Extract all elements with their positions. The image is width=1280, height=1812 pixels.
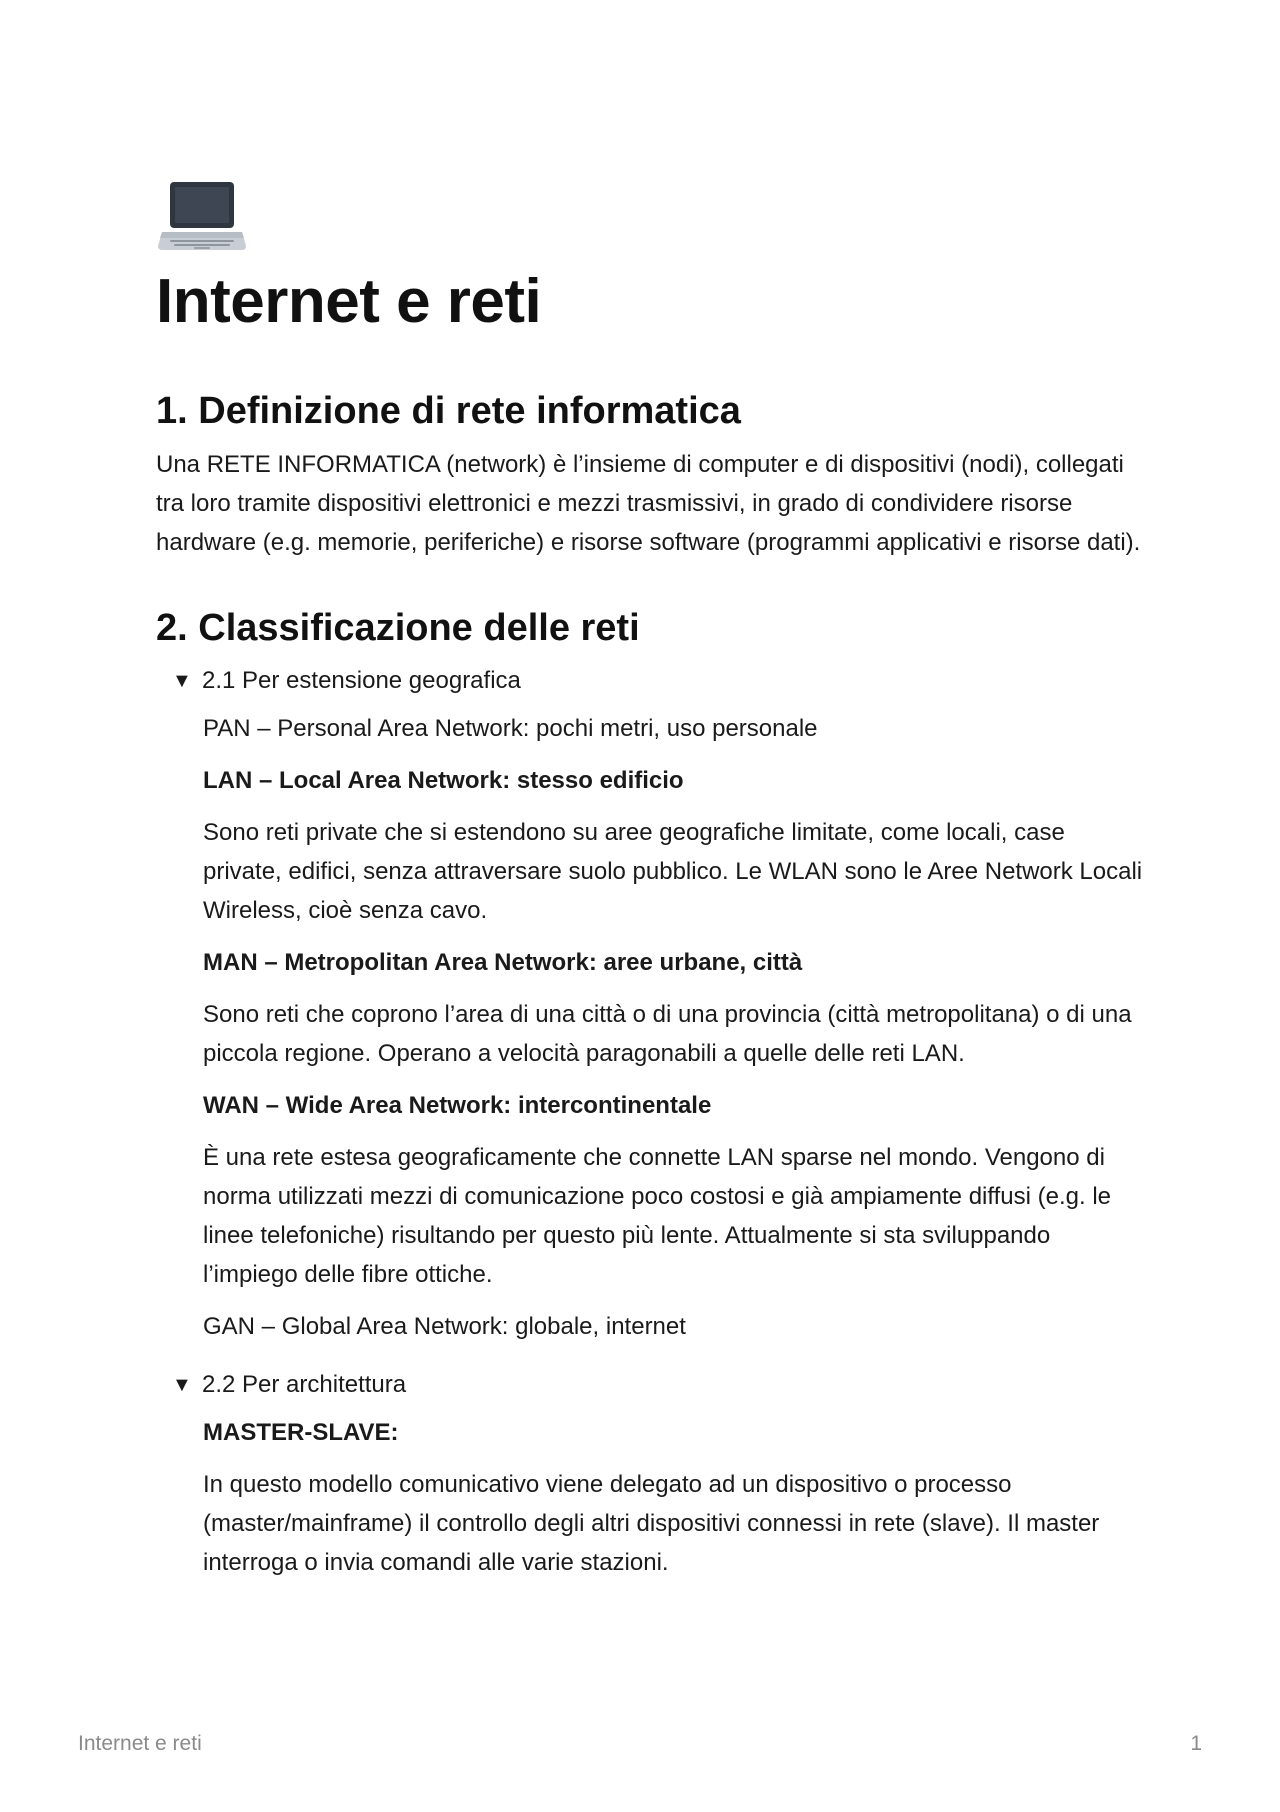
page-title: Internet e reti xyxy=(156,267,542,336)
toggle-arrow-icon[interactable]: ▼ xyxy=(172,1374,192,1397)
toggle-label: 2.1 Per estensione geografica xyxy=(202,667,521,695)
master-slave-heading: MASTER-SLAVE: xyxy=(203,1419,399,1447)
wan-body: È una rete estesa geograficamente che connette LAN sparse nel mondo. Vengono di norma utilizzati mezzi di comunicazione poco costosi e già ampiamente diffusi (e.g. le linee telefoniche) risultando per questo più lente. Attualmente si sta sviluppando l’impiego delle fibre ottiche. xyxy=(203,1144,1111,1289)
pan-line: PAN – Personal Area Network: pochi metri, uso personale xyxy=(203,715,818,743)
toggle-architettura xyxy=(156,1363,1146,1589)
section-heading-definizione: 1. Definizione di rete informatica xyxy=(156,390,741,433)
page-footer xyxy=(78,1732,1202,1756)
toggle-arrow-icon[interactable]: ▼ xyxy=(172,670,192,693)
section-body-definizione: Una RETE INFORMATICA (network) è l’insieme di computer e di dispositivi (nodi), collegati tra loro tramite dispositivi elettronici e mezzi trasmissivi, in grado di condividere risorse hardware (e.g. memorie, periferiche) e risorse software (programmi applicativi e risorse dati). xyxy=(156,450,1141,556)
toggle-body-estensione xyxy=(156,703,1146,1353)
footer-page-number: 1 xyxy=(1190,1732,1202,1755)
lan-body: Sono reti private che si estendono su aree geografiche limitate, come locali, case private, edifici, senza attraversare suolo pubblico. Le WLAN sono le Aree Network Locali Wireless, cioè senza cavo. xyxy=(203,819,1143,925)
wan-heading: WAN – Wide Area Network: intercontinentale xyxy=(203,1092,712,1120)
toggle-header-estensione[interactable] xyxy=(156,659,1146,703)
toggle-header-architettura[interactable] xyxy=(156,1363,1146,1407)
toggle-body-architettura xyxy=(156,1407,1146,1589)
toggle-label: 2.2 Per architettura xyxy=(202,1371,407,1399)
man-heading: MAN – Metropolitan Area Network: aree urbane, città xyxy=(203,949,803,977)
man-body: Sono reti che coprono l’area di una città o di una provincia (città metropolitana) o di una piccola regione. Operano a velocità paragonabili a quelle delle reti LAN. xyxy=(203,1001,1132,1068)
laptop-icon xyxy=(156,180,248,256)
footer-title: Internet e reti xyxy=(78,1732,202,1755)
master-slave-body: In questo modello comunicativo viene delegato ad un dispositivo o processo (master/mainframe) il controllo degli altri dispositivi connessi in rete (slave). Il master interroga o invia comandi alle varie stazioni. xyxy=(203,1471,1100,1577)
section-heading-classificazione: 2. Classificazione delle reti xyxy=(156,606,640,649)
lan-heading: LAN – Local Area Network: stesso edificio xyxy=(203,767,684,795)
page-content xyxy=(156,180,1146,1589)
gan-line: GAN – Global Area Network: globale, internet xyxy=(203,1313,686,1341)
toggle-estensione-geografica xyxy=(156,659,1146,1353)
